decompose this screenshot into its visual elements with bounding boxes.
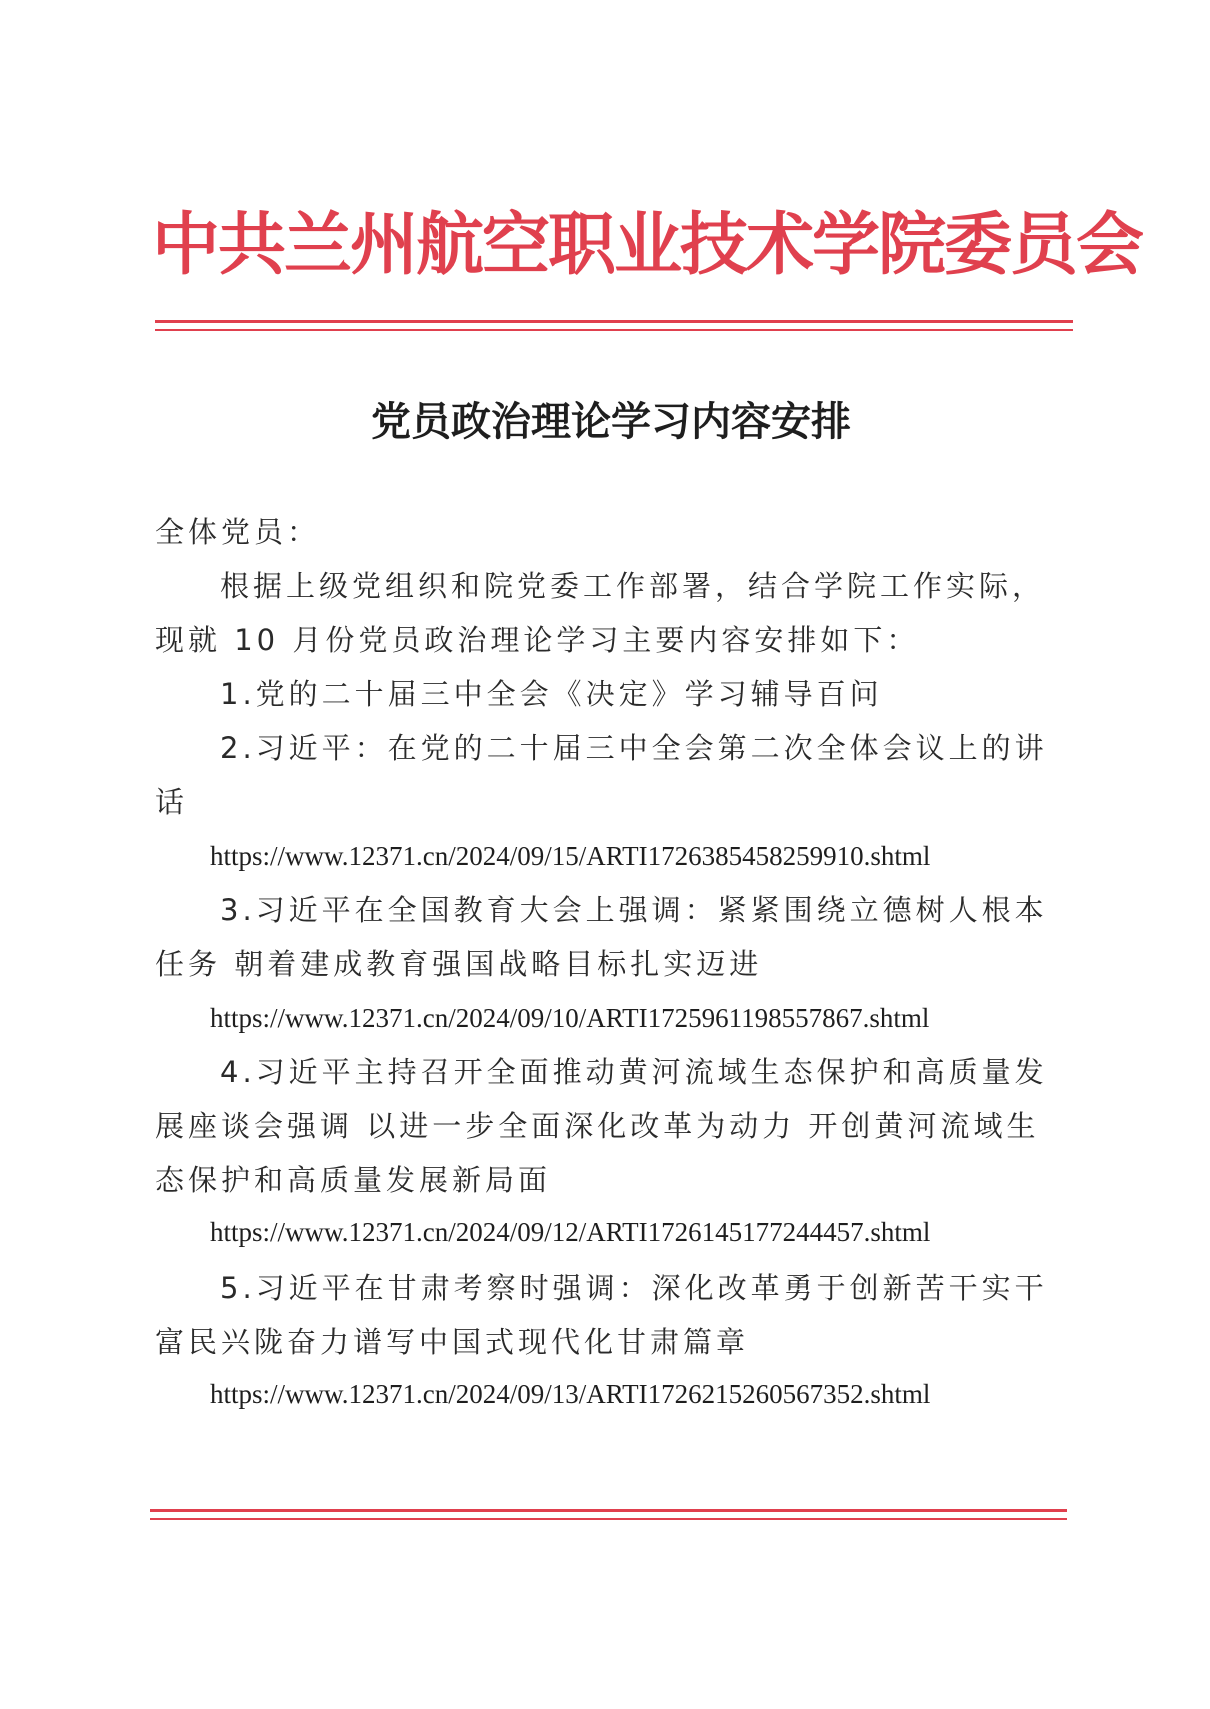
item-2-line-2: 话 (155, 785, 189, 819)
salutation: 全体党员： (155, 515, 321, 549)
document-title: 党员政治理论学习内容安排 (371, 398, 851, 445)
footer-divider-thin (150, 1518, 1067, 1520)
item-3-link[interactable]: https://www.12371.cn/2024/09/10/ARTI1725961198557867.shtml (210, 1003, 930, 1033)
item-5-link[interactable]: https://www.12371.cn/2024/09/13/ARTI1726215260567352.shtml (210, 1379, 931, 1409)
header-divider-thin (155, 329, 1073, 331)
footer-divider-thick (150, 1509, 1067, 1512)
item-4-link[interactable]: https://www.12371.cn/2024/09/12/ARTI1726145177244457.shtml (210, 1217, 931, 1247)
header-divider-thick (155, 320, 1073, 323)
item-2-line-1: 2.习近平：在党的二十届三中全会第二次全体会议上的讲 (220, 731, 1048, 765)
item-3-line-2: 任务 朝着建成教育强国战略目标扎实迈进 (155, 947, 763, 981)
item-1: 1.党的二十届三中全会《决定》学习辅导百问 (220, 677, 883, 711)
item-5-line-1: 5.习近平在甘肃考察时强调：深化改革勇于创新苦干实干 (220, 1271, 1048, 1305)
intro-line-1: 根据上级党组织和院党委工作部署，结合学院工作实际， (220, 569, 1046, 603)
organization-name: 中共兰州航空职业技术学院委员会 (152, 205, 1143, 285)
item-2-link[interactable]: https://www.12371.cn/2024/09/15/ARTI1726385458259910.shtml (210, 841, 931, 871)
item-4-line-1: 4.习近平主持召开全面推动黄河流域生态保护和高质量发 (220, 1055, 1048, 1089)
item-4-line-3: 态保护和高质量发展新局面 (155, 1163, 552, 1197)
intro-line-2: 现就 10 月份党员政治理论学习主要内容安排如下： (155, 623, 920, 657)
item-5-line-2: 富民兴陇奋力谱写中国式现代化甘肃篇章 (155, 1325, 750, 1359)
item-4-line-2: 展座谈会强调 以进一步全面深化改革为动力 开创黄河流域生 (155, 1109, 1040, 1143)
item-3-line-1: 3.习近平在全国教育大会上强调：紧紧围绕立德树人根本 (220, 893, 1048, 927)
